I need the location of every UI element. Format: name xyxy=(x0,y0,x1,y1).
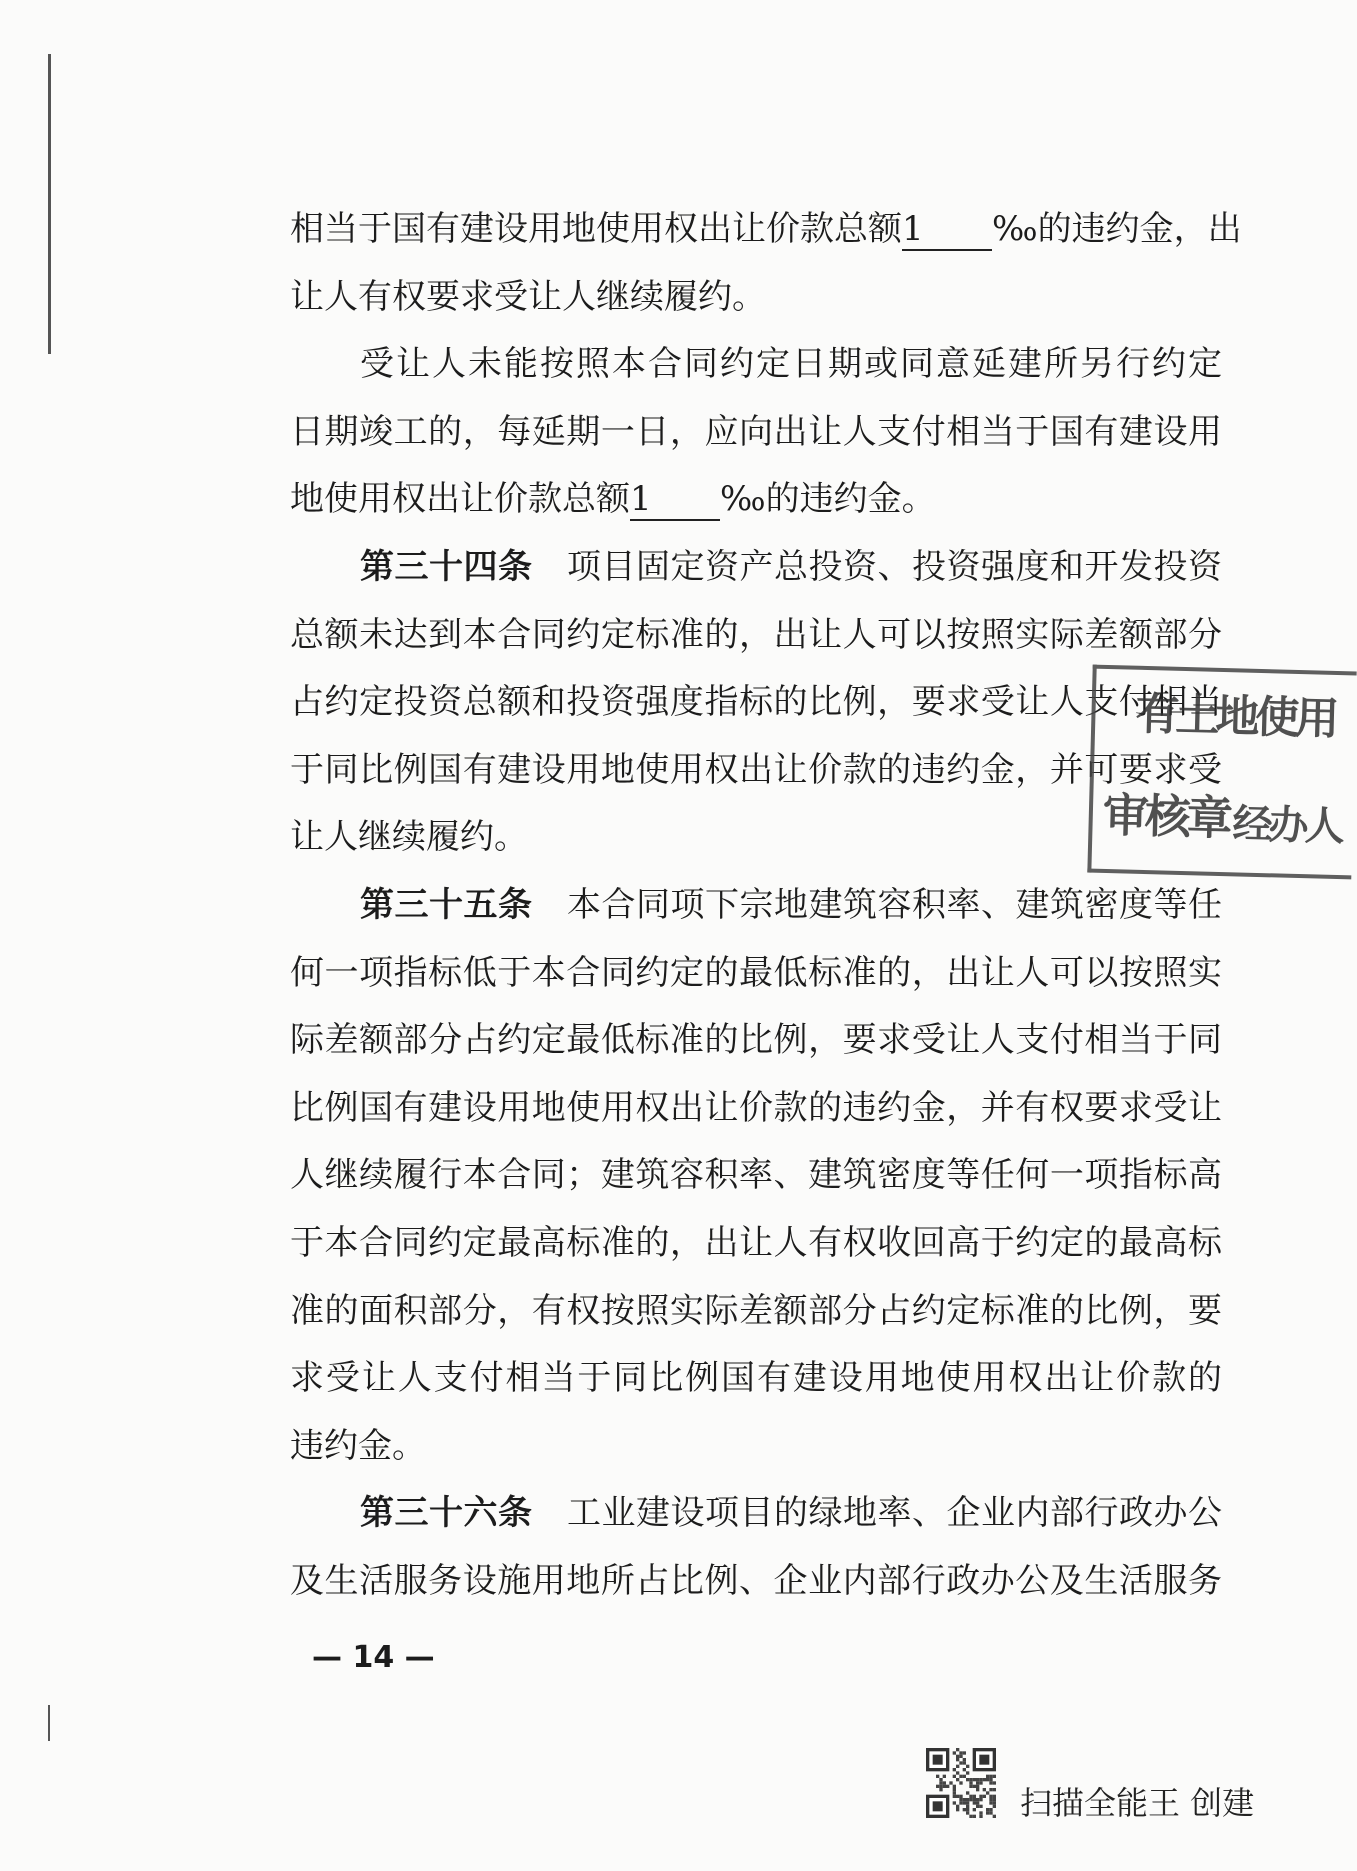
text-line xyxy=(290,1142,1222,1210)
text-line xyxy=(290,1480,1222,1548)
text-run: 让人有权要求受让人继续履约。 xyxy=(290,276,766,317)
article-heading: 第三十五条 xyxy=(360,884,533,925)
text-line xyxy=(290,872,1222,940)
text-line xyxy=(290,1548,1222,1616)
stamp-text: 有土地使用 xyxy=(1134,688,1337,745)
filled-blank: 1 xyxy=(902,209,992,251)
text-line xyxy=(290,399,1222,467)
article-heading: 第三十六条 xyxy=(360,1493,533,1534)
text-run: 违约金。 xyxy=(290,1425,426,1466)
text-run: 际差额部分占约定最低标准的比例，要求受让人支付相当于同 xyxy=(290,1020,1222,1061)
text-run: 比例国有建设用地使用权出让价款的违约金，并有权要求受让 xyxy=(290,1087,1222,1128)
approval-stamp xyxy=(1087,665,1356,880)
text-line xyxy=(290,1210,1222,1278)
text-run: 地使用权出让价款总额 xyxy=(290,479,630,520)
qr-code-icon xyxy=(925,1748,997,1818)
text-run: 项目固定资产总投资、投资强度和开发投资 xyxy=(566,546,1222,587)
text-run: 及生活服务设施用地所占比例、企业内部行政办公及生活服务 xyxy=(290,1560,1222,1601)
text-line xyxy=(290,1278,1222,1346)
text-line xyxy=(290,940,1222,1008)
text-run: 总额未达到本合同约定标准的，出让人可以按照实际差额部分 xyxy=(290,614,1222,655)
text-run: 让人继续履约。 xyxy=(290,817,528,858)
text-line xyxy=(290,1075,1222,1143)
text-run: 于同比例国有建设用地使用权出让价款的违约金，并可要求受 xyxy=(290,749,1222,790)
text-run: ‰的违约金，出 xyxy=(992,209,1242,249)
scan-edge-mark xyxy=(48,1705,50,1741)
text-run: 本合同项下宗地建筑容积率、建筑密度等任 xyxy=(566,884,1222,925)
article-heading: 第三十四条 xyxy=(360,546,533,587)
text-line xyxy=(290,534,1222,602)
text-line xyxy=(290,737,1222,805)
text-run: 人继续履行本合同；建筑容积率、建筑密度等任何一项指标高 xyxy=(290,1155,1222,1196)
text-line xyxy=(290,196,1242,264)
text-line xyxy=(290,804,1222,872)
text-run: 相当于国有建设用地使用权出让价款总额 xyxy=(290,209,902,249)
text-line xyxy=(290,669,1222,737)
text-run: 于本合同约定最高标准的，出让人有权收回高于约定的最高标 xyxy=(290,1222,1222,1263)
text-run: 何一项指标低于本合同约定的最低标准的，出让人可以按照实 xyxy=(290,952,1222,993)
text-run: 日期竣工的，每延期一日，应向出让人支付相当于国有建设用 xyxy=(290,411,1222,452)
filled-blank: 1 xyxy=(630,479,720,521)
stamp-text: 审核章 xyxy=(1102,787,1230,846)
text-line xyxy=(290,1413,1222,1481)
text-run: 工业建设项目的绿地率、企业内部行政办公 xyxy=(566,1493,1222,1534)
text-line xyxy=(290,602,1222,670)
text-line xyxy=(290,1345,1222,1413)
scan-edge-mark xyxy=(48,54,51,354)
text-line xyxy=(290,331,1222,399)
text-line xyxy=(290,466,1222,534)
stamp-text: 经办人 xyxy=(1232,801,1342,851)
text-run: 受让人未能按照本合同约定日期或同意延建所另行约定 xyxy=(360,344,1222,385)
text-line xyxy=(290,264,1222,332)
text-run: 求受让人支付相当于同比例国有建设用地使用权出让价款的 xyxy=(290,1358,1222,1399)
text-line xyxy=(290,1007,1222,1075)
scanner-watermark-text: 扫描全能王 创建 xyxy=(1020,1784,1255,1822)
page-number: — 14 — xyxy=(312,1640,435,1675)
text-run: 准的面积部分，有权按照实际差额部分占约定标准的比例，要 xyxy=(290,1290,1222,1331)
text-run: 占约定投资总额和投资强度指标的比例，要求受让人支付相当 xyxy=(290,682,1222,723)
text-run: ‰的违约金。 xyxy=(720,479,936,520)
